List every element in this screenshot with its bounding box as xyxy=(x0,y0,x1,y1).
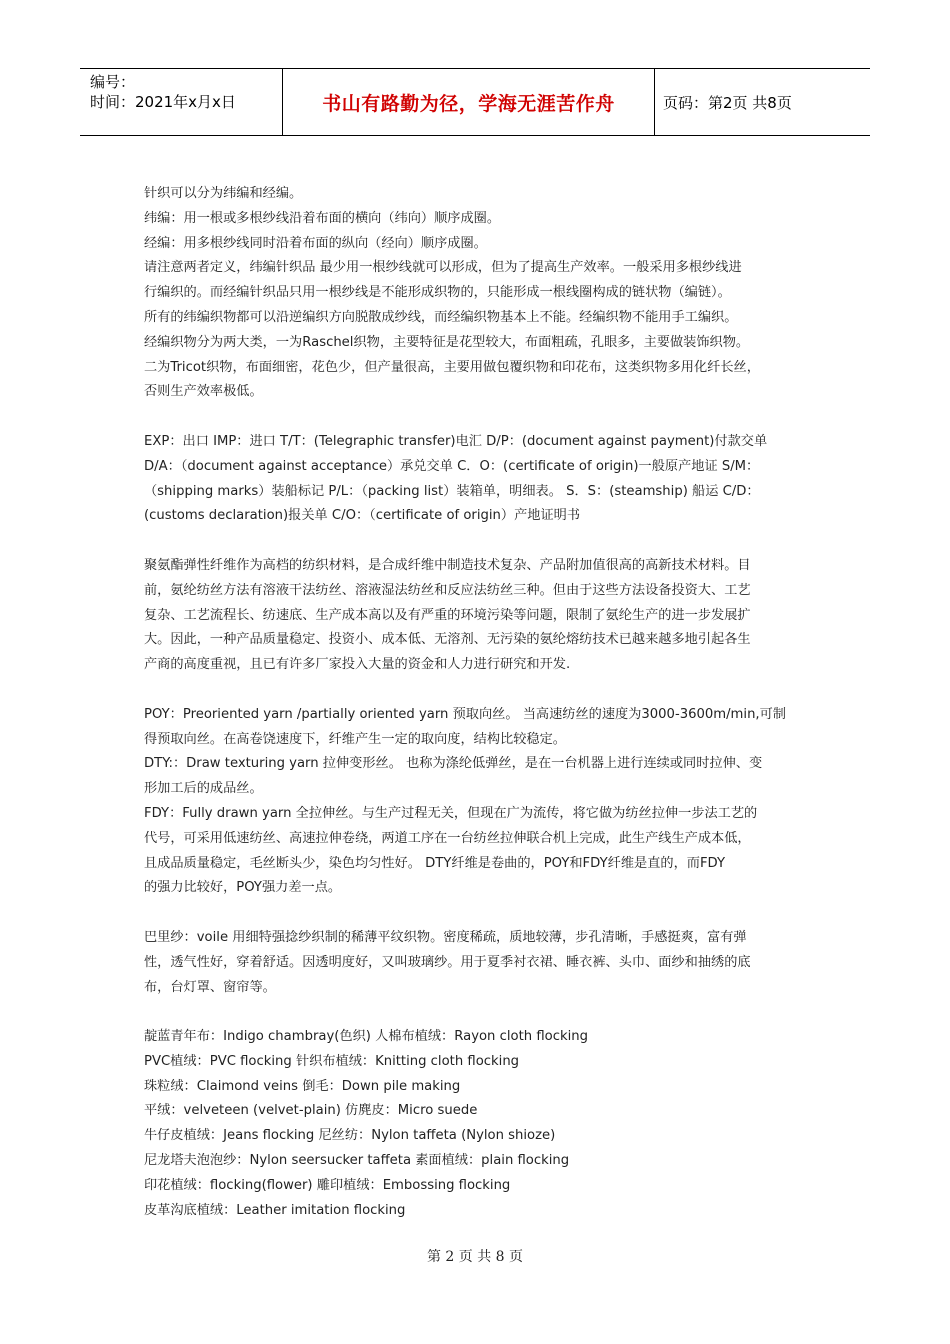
paragraph-gap xyxy=(144,405,820,430)
text-line: 巴里纱：voile 用细特强捻纱织制的稀薄平纹织物。密度稀疏，质地较薄，步孔清晰，手感挺爽，富有弹 xyxy=(144,929,747,945)
paragraph-gap xyxy=(144,529,820,554)
text-line: 否则生产效率极低。 xyxy=(144,384,263,400)
text-line: POY：Preoriented yarn /partially oriented yarn 预取向丝。 当高速纺丝的速度为3000-3600m/min,可制 xyxy=(144,706,786,722)
text-line: 代号，可采用低速纺丝、高速拉伸卷绕，两道工序在一台纺丝拉伸联合机上完成，此生产线生产成本低， xyxy=(144,830,751,846)
text-line: 印花植绒：flocking(flower) 雕印植绒：Embossing flocking xyxy=(144,1177,511,1193)
document-body xyxy=(144,182,820,1223)
paragraph xyxy=(144,430,820,529)
text-line: 经编：用多根纱线同时沿着布面的纵向（经向）顺序成圈。 xyxy=(144,235,487,251)
text-line: 性，透气性好，穿着舒适。因透明度好，又叫玻璃纱。用于夏季衬衣裙、睡衣裤、头巾、面纱和抽绣的底 xyxy=(144,954,751,970)
text-line: 前，氨纶纺丝方法有溶液干法纺丝、溶液湿法纺丝和反应法纺丝三种。但由于这些方法设备投资大、工艺 xyxy=(144,582,751,598)
header-meta xyxy=(80,69,282,135)
text-line: 产商的高度重视，且已有许多厂家投入大量的资金和人力进行研究和开发. xyxy=(144,657,571,673)
text-line: 纬编：用一根或多根纱线沿着布面的横向（纬向）顺序成圈。 xyxy=(144,210,501,226)
text-line: 布，台灯罩、窗帘等。 xyxy=(144,979,276,995)
text-line: 形加工后的成品丝。 xyxy=(144,781,263,797)
text-line: 经编织物分为两大类，一为Raschel织物，主要特征是花型较大，布面粗疏，孔眼多，主要做装饰织物。 xyxy=(144,334,750,350)
text-line: 行编织的。而经编针织品只用一根纱线是不能形成织物的，只能形成一根线圈构成的链状物（编链）。 xyxy=(144,285,731,301)
text-line: 牛仔皮植绒：Jeans flocking 尼丝纺：Nylon taffeta (Nylon shioze) xyxy=(144,1128,556,1144)
text-line: 平绒：velveteen (velvet-plain) 仿麂皮：Micro suede xyxy=(144,1103,478,1119)
paragraph-gap xyxy=(144,901,820,926)
text-line: 尼龙塔夫泡泡纱：Nylon seersucker taffeta 素面植绒：plain flocking xyxy=(144,1153,570,1169)
text-line: 复杂、工艺流程长、纺速底、生产成本高以及有严重的环境污染等问题，限制了氨纶生产的进一步发展扩 xyxy=(144,607,751,623)
paragraph-gap xyxy=(144,678,820,703)
text-line: D/A：（document against acceptance）承兑交单 C．O：(certificate of origin)一般原产地证 S/M： xyxy=(144,458,760,474)
text-line: PVC植绒：PVC flocking 针织布植绒：Knitting cloth flocking xyxy=(144,1053,520,1069)
document-date-label: 时间：2021年x月x日 xyxy=(90,93,236,111)
paragraph xyxy=(144,554,820,678)
header-page-number: 页码：第2页 共8页 xyxy=(663,93,792,112)
text-line: FDY：Fully drawn yarn 全拉伸丝。与生产过程无关，但现在广为流传，将它做为纺丝拉伸一步法工艺的 xyxy=(144,805,758,821)
text-line: DTY:：Draw texturing yarn 拉伸变形丝。 也称为涤纶低弹丝，是在一台机器上进行连续或同时拉伸、变 xyxy=(144,756,763,772)
text-line: 得预取向丝。在高卷饶速度下，纤维产生一定的取向度，结构比较稳定。 xyxy=(144,731,566,747)
paragraph xyxy=(144,703,820,901)
text-line: 所有的纬编织物都可以沿逆编织方向脱散成纱线，而经编织物基本上不能。经编织物不能用手工编织。 xyxy=(144,309,738,325)
text-line: 的强力比较好，POY强力差一点。 xyxy=(144,880,342,896)
text-line: EXP：出口 IMP：进口 T/T：(Telegraphic transfer)电汇 D/P：(document against payment)付款交单 xyxy=(144,433,768,449)
text-line: (customs declaration)报关单 C/O：（certificate of origin）产地证明书 xyxy=(144,508,581,524)
text-line: 针织可以分为纬编和经编。 xyxy=(144,186,303,201)
header-motto: 书山有路勤为径，学海无涯苦作舟 xyxy=(282,69,655,135)
text-line: 靛蓝青年布：Indigo chambray(色织) 人棉布植绒：Rayon cloth flocking xyxy=(144,1029,588,1045)
text-line: （shipping marks）装船标记 P/L：（packing list）装箱单，明细表。 S．S：(steamship) 船运 C/D： xyxy=(144,483,760,499)
page-footer: 第 2 页 共 8 页 xyxy=(426,1249,524,1265)
paragraph xyxy=(144,926,820,1000)
page-header xyxy=(80,68,870,136)
text-line: 聚氨酯弹性纤维作为高档的纺织材料，是合成纤维中制造技术复杂、产品附加值很高的高新技术材料。目 xyxy=(144,557,751,573)
text-line: 且成品质量稳定，毛丝断头少，染色均匀性好。 DTY纤维是卷曲的，POY和FDY纤维是直的，而FDY xyxy=(144,855,726,871)
text-line: 珠粒绒：Claimond veins 倒毛：Down pile making xyxy=(144,1078,461,1094)
text-line: 二为Tricot织物，布面细密，花色少，但产量很高，主要用做包覆织物和印花布，这类织物多用化纤长丝， xyxy=(144,359,760,375)
document-number-label: 编号： xyxy=(90,73,136,91)
text-line: 请注意两者定义，纬编针织品 最少用一根纱线就可以形成，但为了提高生产效率。一般采用多根纱线进 xyxy=(144,260,742,276)
text-line: 大。因此，一种产品质量稳定、投资小、成本低、无溶剂、无污染的氨纶熔纺技术已越来越多地引起各生 xyxy=(144,632,751,648)
paragraph xyxy=(144,182,820,405)
paragraph xyxy=(144,1025,820,1223)
text-line: 皮革沟底植绒：Leather imitation flocking xyxy=(144,1202,406,1218)
paragraph-gap xyxy=(144,1000,820,1025)
